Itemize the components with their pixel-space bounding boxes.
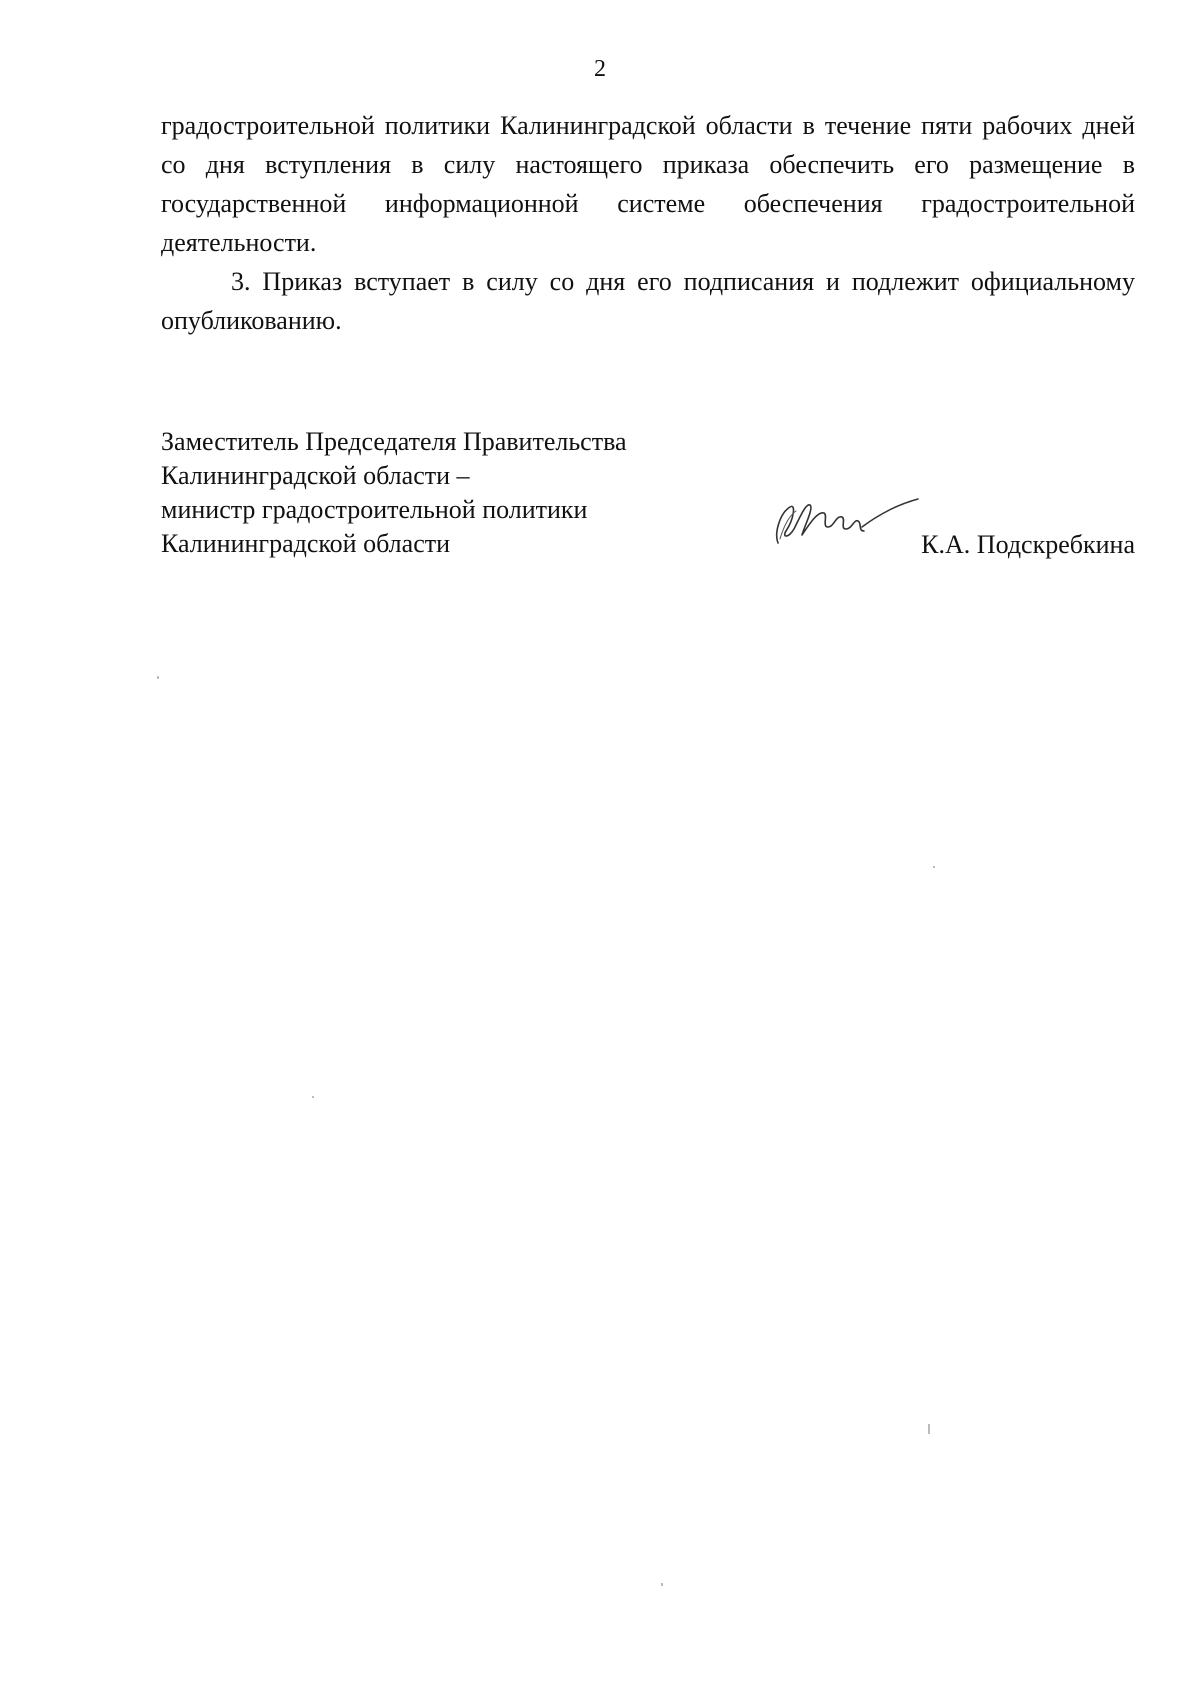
paragraph-item-3: 3. Приказ вступает в силу со дня его подписания и подлежит официальному опубликованию. [161, 267, 1135, 335]
scan-speck [928, 1424, 930, 1434]
page-number: 2 [594, 56, 606, 82]
position-line-2: Калининградской области – [161, 461, 470, 490]
scan-speck [312, 1096, 314, 1098]
scan-speck [661, 1583, 663, 1586]
scan-speck [157, 676, 159, 679]
signer-name: К.А. Подскребкина [921, 530, 1135, 559]
scan-speck [933, 866, 935, 868]
paragraph-continuation: градостроительной политики Калининградской области в течение пяти рабочих дней со дня вступления в силу настоящего приказа обеспечить его размещение в государственной информационной системе обеспечения градостроительной деятельности. [161, 111, 1135, 257]
signature-block [161, 425, 1135, 565]
position-line-4: Калининградской области [161, 529, 451, 558]
handwritten-signature [766, 475, 926, 555]
position-line-1: Заместитель Председателя Правительства [161, 427, 627, 456]
signatory-position [161, 425, 627, 561]
document-body [161, 106, 1135, 340]
position-line-3: министр градостроительной политики [161, 495, 588, 524]
